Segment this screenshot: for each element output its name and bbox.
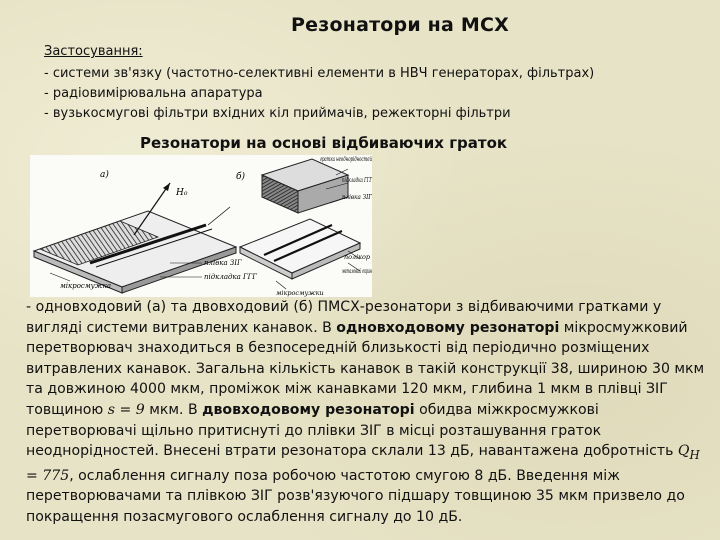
panel-a-label: a) xyxy=(100,170,109,180)
polycor-label: полікор xyxy=(344,253,371,261)
body-text-4: обидва міжкросмужкові перетворювачі щільно притиснуті до плівки ЗІГ в місці розташування граток неоднорідностей. Внесені втрати резонатора склали 13 дБ, навантажена добротність xyxy=(26,401,678,460)
resonator-figure xyxy=(30,155,372,297)
metal-screen-label: металевий екран xyxy=(342,267,372,275)
field-label: H₀ xyxy=(176,188,188,198)
math-q: Q xyxy=(677,443,690,460)
panel-b-label: б) xyxy=(236,172,246,182)
resonator-diagram xyxy=(30,155,372,297)
body-text-5: , ослаблення сигналу поза робочою частотою смугою 8 дБ. Введення між перетворювачами та плівкою ЗІГ розв'язуючого підшару товщиною 35 мкм призвело до покращення позасмугового ослаблення сигналу до 10 дБ. xyxy=(26,467,685,525)
slide-title: Резонатори на МСХ xyxy=(291,14,509,36)
body-text-2: мікросмужковий перетворювач знаходиться в безпосередній близькості від періодично розміщених витравлених канавок. Загальна кількість канавок в такій конструкції 38, шириною 30 мкм та довжиною 4000 мкм, проміжок між канавками 120 мкм, глибина 1 мкм в плівці ЗІГ товщиною xyxy=(26,319,705,418)
section-subtitle: Резонатори на основі відбиваючих граток xyxy=(140,134,508,152)
application-item: - радіовимірювальна апаратура xyxy=(44,86,263,101)
yig-film-b-label: плівка ЗІГ xyxy=(342,193,373,201)
application-item: - вузькосмугові фільтри вхідних кіл приймачів, режекторні фільтри xyxy=(44,106,511,121)
applications-heading: Застосування: xyxy=(44,44,143,59)
microstrips-label: мікросмужки xyxy=(276,289,324,297)
body-bold-1: одновходовому резонаторі xyxy=(336,319,560,336)
body-text-1: - одновходовий (а) та двовходовий (б) ПМСХ-резонатори з відбиваючими гратками у вигляді системи витравлених канавок. В xyxy=(26,299,662,336)
ggg-substrate-b-label: підкладка ГГГ xyxy=(342,176,373,184)
body-paragraph xyxy=(26,297,706,527)
yig-film-label: плівка ЗІГ xyxy=(204,259,242,267)
math-q-value: = 775 xyxy=(26,467,70,484)
ggg-substrate-label: підкладка ГГГ xyxy=(204,273,257,281)
microstrip-label: мікросмужка xyxy=(60,282,112,290)
body-bold-2: двовходовому резонаторі xyxy=(202,401,415,418)
application-item: - системи зв'язку (частотно-селективні елементи в НВЧ генераторах, фільтрах) xyxy=(44,66,595,81)
grating-label: гратка неоднорідностей xyxy=(320,155,372,163)
math-thickness: s = 9 xyxy=(107,401,145,418)
math-q-sub: H xyxy=(689,447,700,462)
body-text-3: мкм. В xyxy=(144,401,203,418)
applications-list xyxy=(44,64,594,124)
